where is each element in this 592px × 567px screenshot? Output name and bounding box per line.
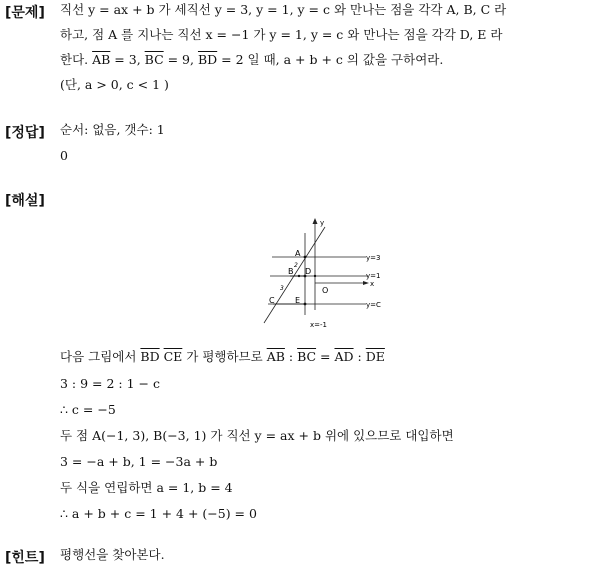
solution-line-7: ∴ a + b + c = 1 + 4 + (−5) = 0 — [60, 506, 257, 521]
solution-line-2: 3 : 9 = 2 : 1 − c — [60, 376, 160, 391]
x-axis-arrow — [363, 281, 369, 285]
point-on-y-axis — [314, 275, 316, 277]
solution-line-5: 3 = −a + b, 1 = −3a + b — [60, 454, 218, 469]
geometry-figure — [258, 215, 398, 335]
solution-line-1 — [60, 349, 385, 365]
solution-ratio-sep-1: : — [284, 349, 298, 364]
segment-ce-label: $\overline{CE}$ — [163, 349, 183, 364]
solution-line-1-start: 다음 그림에서 — [60, 349, 141, 364]
point-e — [304, 303, 307, 306]
label-c: C — [269, 296, 275, 305]
problem-line-3-start: 한다. — [60, 52, 89, 67]
label-a: A — [295, 249, 301, 258]
label-y-3: y=3 — [366, 254, 381, 262]
problem-line-3 — [60, 52, 443, 68]
point-b — [298, 275, 300, 277]
answer-line-1: 순서: 없음, 갯수: 1 — [60, 122, 165, 137]
segment-ab-label: $\overline{AB}$ — [266, 349, 285, 364]
segment-bc-label: $\overline{BC}$ — [297, 349, 317, 364]
y-axis-arrow — [313, 218, 318, 224]
label-y-c: y=C — [366, 301, 381, 309]
segment-ad-label: $\overline{AD}$ — [334, 349, 354, 364]
solution-ratio-sep-2: : — [353, 349, 366, 364]
problem-line-3-bc-value: = 9, — [163, 52, 198, 67]
segment-bd: $\overline{BD}$ — [197, 52, 218, 67]
solution-equals: = — [316, 349, 335, 364]
problem-header: [문제] — [5, 5, 45, 21]
problem-line-1: 직선 y = ax + b 가 세직선 y = 3, y = 1, y = c 와 만나는 점을 각각 A, B, C 라 — [60, 2, 507, 17]
label-e: E — [295, 296, 301, 305]
x-axis-label: x — [370, 280, 375, 288]
segment-bd-label: $\overline{BD}$ — [140, 349, 160, 364]
segment-ab: $\overline{AB}$ — [92, 52, 111, 67]
solution-line-6: 두 식을 연립하면 a = 1, b = 4 — [60, 480, 233, 495]
line-y-ax-b — [264, 227, 325, 323]
solution-line-1-mid: 가 평행하므로 — [182, 349, 267, 364]
problem-line-3-end: = 2 일 때, a + b + c 의 값을 구하여라. — [217, 52, 444, 67]
hint-text: 평행선을 찾아본다. — [60, 547, 165, 562]
point-a — [304, 256, 307, 259]
solution-line-4: 두 점 A(−1, 3), B(−3, 1) 가 직선 y = ax + b 위에 있으므로 대입하면 — [60, 428, 454, 443]
problem-line-3-ab-value: = 3, — [110, 52, 145, 67]
segment-bc: $\overline{BC}$ — [144, 52, 164, 67]
segment-de-label: $\overline{DE}$ — [365, 349, 385, 364]
label-d: D — [305, 267, 312, 276]
label-len-3: 3 — [280, 285, 284, 292]
solution-header: [해설] — [5, 193, 45, 209]
label-b: B — [288, 267, 294, 276]
y-axis-label: y — [320, 219, 325, 227]
answer-line-2: 0 — [60, 148, 68, 163]
label-y-1: y=1 — [366, 272, 381, 280]
label-o: O — [322, 286, 329, 295]
problem-line-4: (단, a > 0, c < 1 ) — [60, 77, 169, 92]
hint-header: [힌트] — [5, 550, 45, 566]
label-len-2: 2 — [294, 262, 298, 269]
answer-header: [정답] — [5, 125, 45, 141]
label-x-minus-1: x=-1 — [310, 321, 327, 329]
solution-line-3: ∴ c = −5 — [60, 402, 116, 417]
problem-line-2: 하고, 점 A 를 지나는 직선 x = −1 가 y = 1, y = c 와 만나는 점을 각각 D, E 라 — [60, 27, 503, 42]
